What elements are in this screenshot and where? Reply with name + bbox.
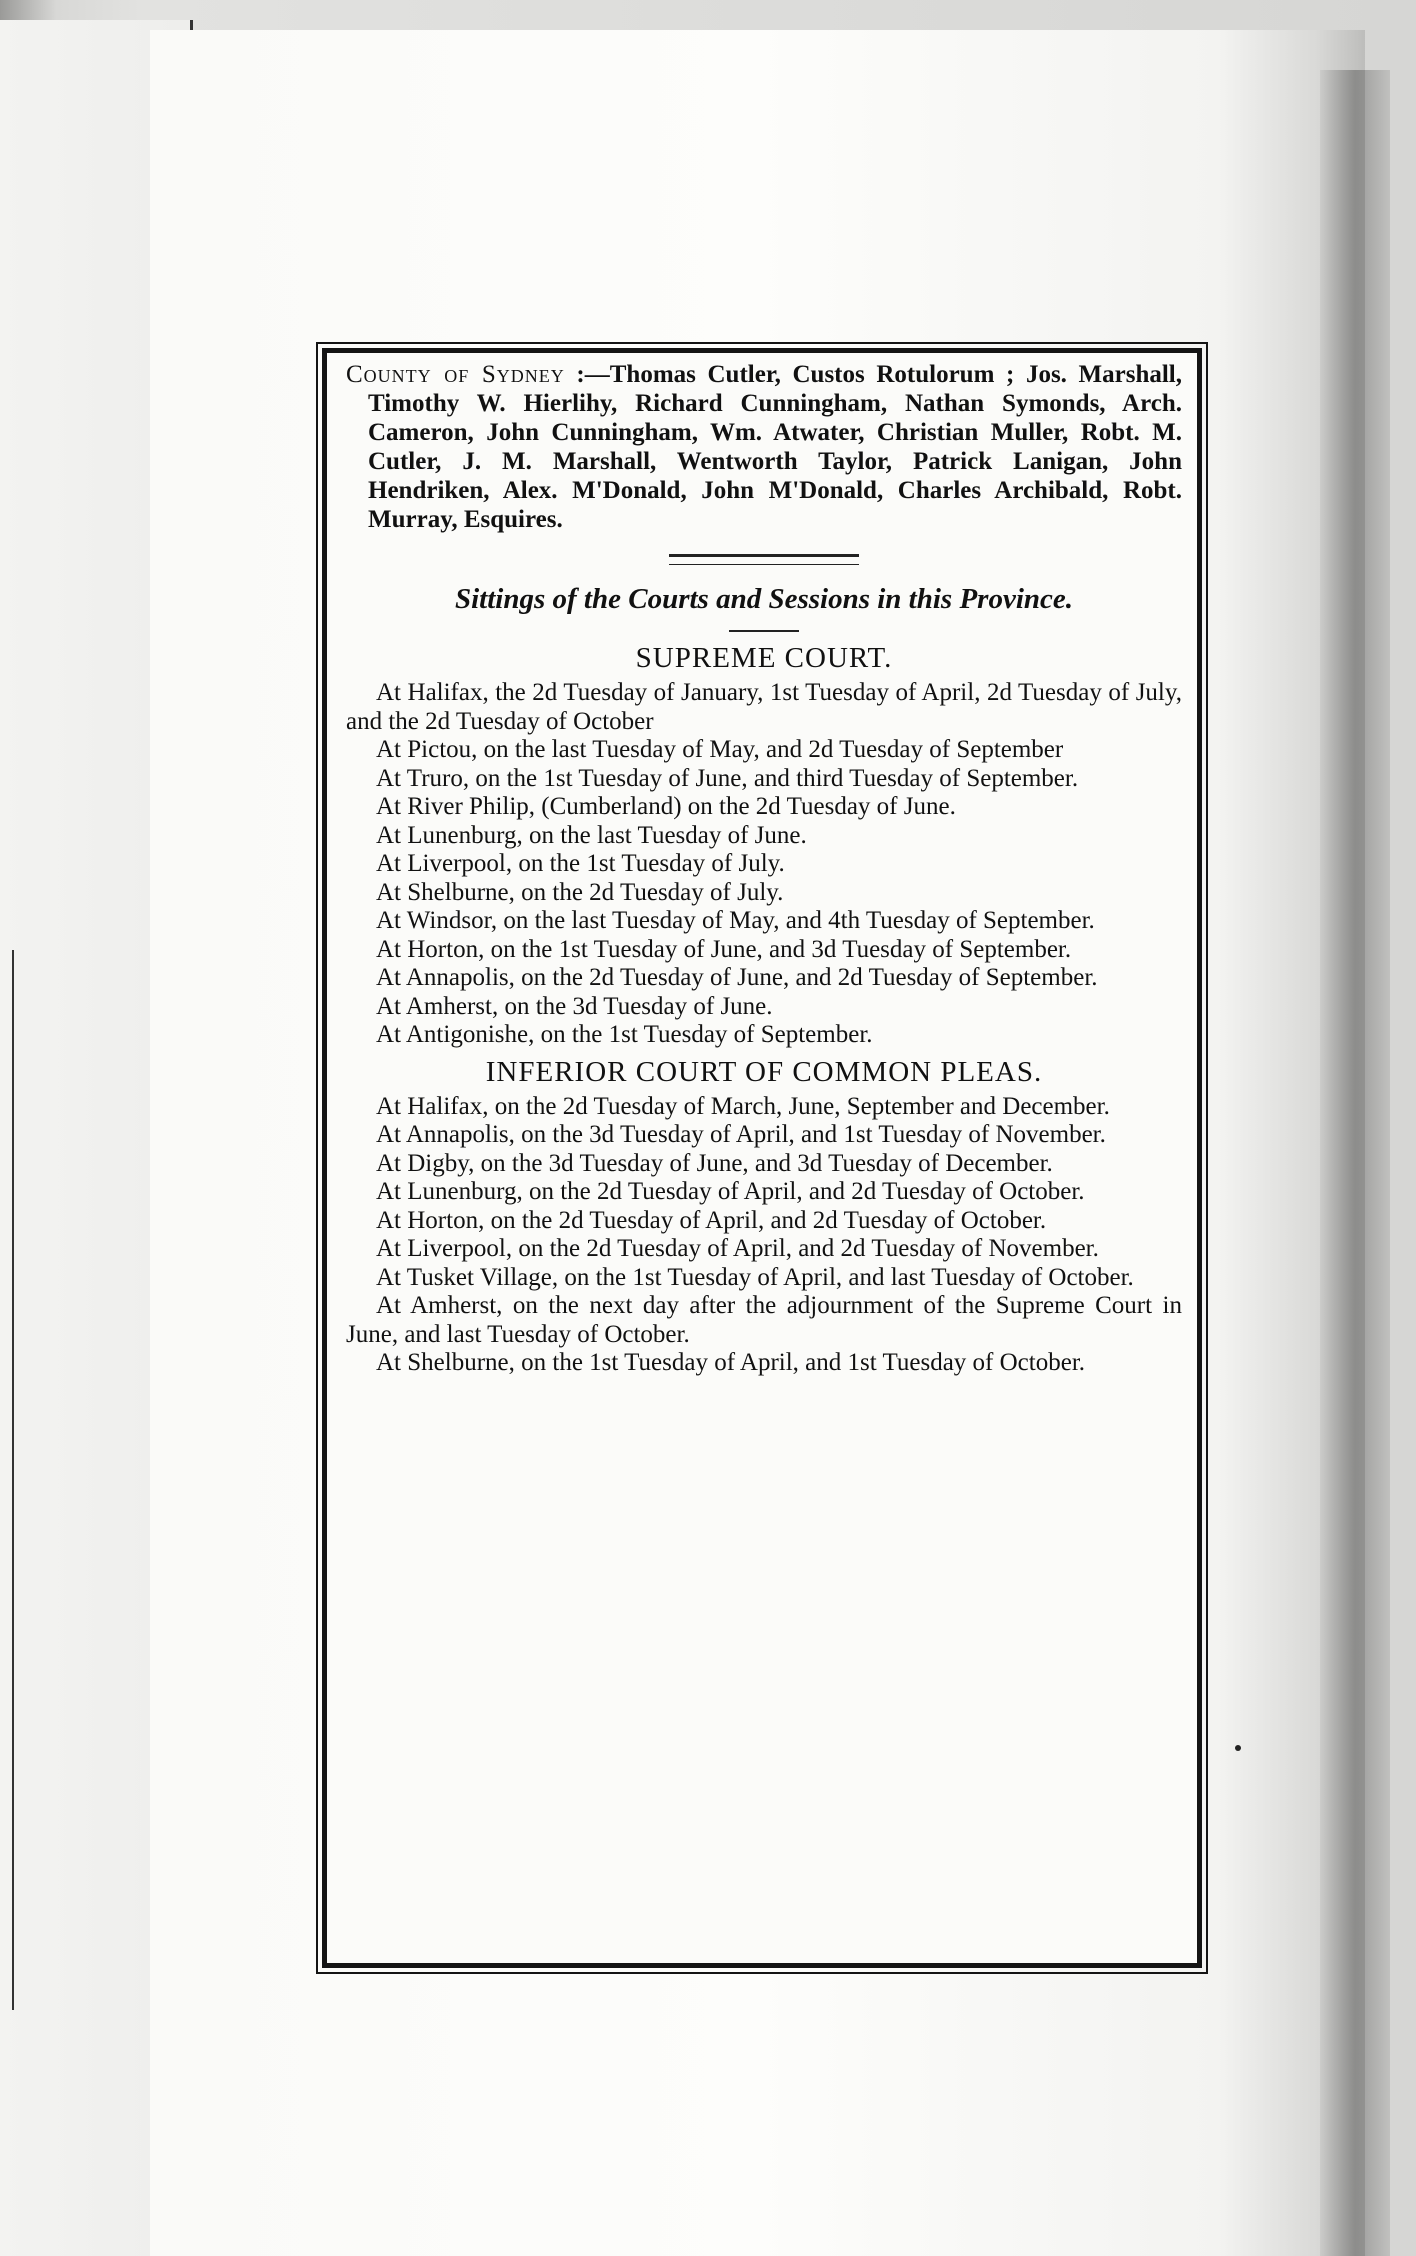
supreme-court-entry: At Liverpool, on the 1st Tuesday of July. xyxy=(376,850,785,877)
inferior-court-entry: At Liverpool, on the 2d Tuesday of April, and 2d Tuesday of November. xyxy=(376,1235,1099,1262)
inferior-court-entry: At Lunenburg, on the 2d Tuesday of April, and 2d Tuesday of October. xyxy=(376,1178,1085,1205)
supreme-court-entry: At Windsor, on the last Tuesday of May, and 4th Tuesday of September. xyxy=(376,907,1095,934)
supreme-court-entry: At Amherst, on the 3d Tuesday of June. xyxy=(376,992,773,1020)
county-text: :—Thomas Cutler, Custos Rotulorum ; Jos. Marshall, Timothy W. Hierlihy, Richard Cunningham, Nathan Symonds, Arch. Cameron, John Cunningham, Wm. Atwater, Christian Muller, Robt. M. Cutler, J. M. Marshall, Wentworth Taylor, Patrick Lanigan, John Hendriken, Alex. M'Donald, John M'Donald, Charles Archibald, Robt. Murray, Esquires. xyxy=(368,361,1182,533)
facing-page-edge-line xyxy=(12,950,14,2010)
supreme-court-entry: At Lunenburg, on the last Tuesday of June. xyxy=(376,821,807,849)
page-edge-shadow xyxy=(1320,70,1390,2256)
supreme-court-entry: At Shelburne, on the 2d Tuesday of July. xyxy=(376,878,784,906)
county-of-sydney-paragraph xyxy=(346,360,1182,534)
supreme-court-entry: At Pictou, on the last Tuesday of May, and 2d Tuesday of September xyxy=(376,736,1064,763)
supreme-court-entry: At Horton, on the 1st Tuesday of June, and 3d Tuesday of September. xyxy=(376,935,1072,963)
inferior-court-entry: At Shelburne, on the 1st Tuesday of April, and 1st Tuesday of October. xyxy=(376,1349,1086,1376)
section-rule xyxy=(669,554,859,565)
supreme-court-entry: At Halifax, the 2d Tuesday of January, 1st Tuesday of April, 2d Tuesday of July, and the 2d Tuesday of October xyxy=(346,679,1182,735)
inferior-court-entry: At Halifax, on the 2d Tuesday of March, June, September and December. xyxy=(376,1092,1110,1120)
county-lead: County of Sydney xyxy=(346,361,565,388)
inferior-court-entry: At Digby, on the 3d Tuesday of June, and 3d Tuesday of December. xyxy=(376,1149,1053,1177)
inferior-court-entry: At Annapolis, on the 3d Tuesday of April, and 1st Tuesday of November. xyxy=(376,1121,1106,1148)
inferior-court-entry: At Tusket Village, on the 1st Tuesday of April, and last Tuesday of October. xyxy=(376,1263,1134,1291)
sittings-heading: Sittings of the Courts and Sessions in this Province. xyxy=(454,583,1074,615)
supreme-court-entry: At Truro, on the 1st Tuesday of June, and third Tuesday of September. xyxy=(376,764,1079,792)
inferior-court-title: INFERIOR COURT OF COMMON PLEAS. xyxy=(485,1055,1043,1088)
supreme-court-entry: At Annapolis, on the 2d Tuesday of June, and 2d Tuesday of September. xyxy=(376,964,1098,991)
inferior-court-entry: At Amherst, on the next day after the adjournment of the Supreme Court in June, and last Tuesday of October. xyxy=(346,1292,1182,1348)
heading-rule xyxy=(729,630,799,632)
supreme-court-entry: At Antigonishe, on the 1st Tuesday of September. xyxy=(376,1021,873,1048)
inferior-court-entry: At Horton, on the 2d Tuesday of April, and 2d Tuesday of October. xyxy=(376,1206,1047,1234)
supreme-court-title: SUPREME COURT. xyxy=(635,642,893,674)
page-content xyxy=(346,360,1182,1378)
supreme-court-entry: At River Philip, (Cumberland) on the 2d Tuesday of June. xyxy=(376,793,956,820)
ink-speck xyxy=(1235,1745,1241,1751)
